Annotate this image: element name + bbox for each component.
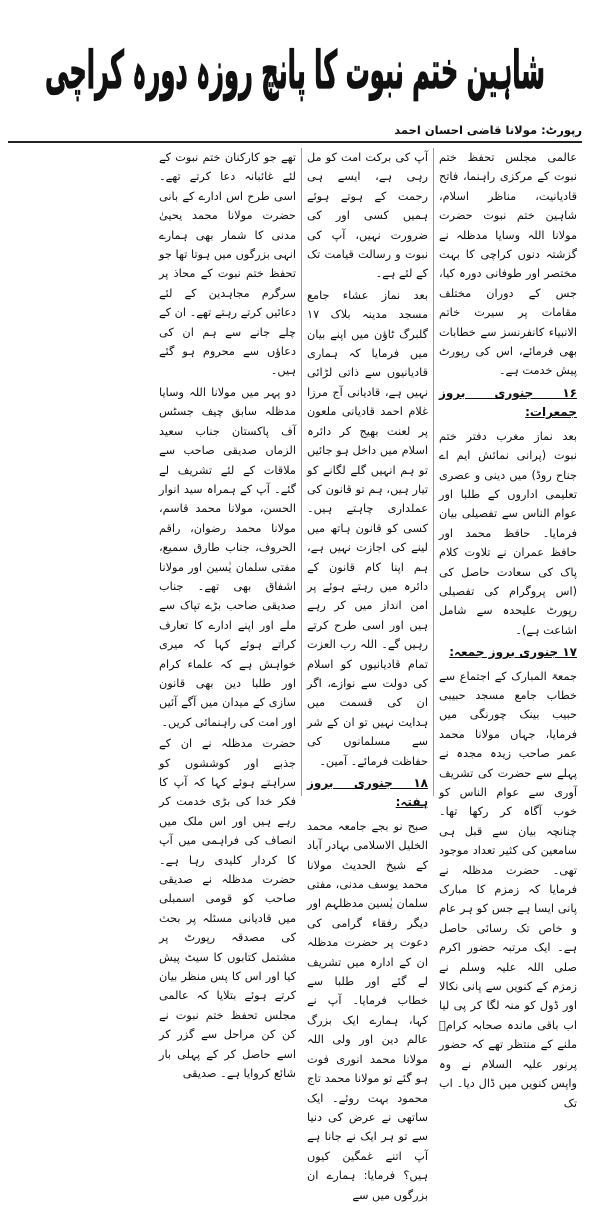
article-columns (8, 148, 582, 1202)
paragraph: آپ کی برکت امت کو مل رہی ہے، ایسے ہی رحمت کے ہوتے ہوئے ہمیں کسی اور کی ضرورت نہیں، آپ کی نبوت و رسالت قیامت تک کے لئے ہے۔ (307, 151, 428, 281)
column-1 (434, 148, 582, 1110)
paragraph: تھے جو کارکنان ختم نبوت کے لئے غائبانہ دعا کرتے تھے۔ اسی طرح اس ادارے کے بانی حضرت مولانا محمد یحییٰ مدنی کا شمار بھی ہمارے انہی بزرگوں میں ہوتا تھا جو تحفظ ختم نبوت کے محاذ پر سرگرم مجاہدین کے لئے دعائیں کرتے رہتے تھے۔ ان کے چلے جانے سے ہم ان کی دعاؤں سے محروم ہو گئے ہیں۔ (159, 151, 296, 378)
paragraph: حضرت مدظلہ نے ان کے جذبے اور کوششوں کو سراہتے ہوئے کہا کہ آپ کا فکر خدا کی بڑی خدمت کر رہے ہیں اور اس ملک میں انصاف کی فراہمی میں آپ کا کردار کلیدی رہا ہے۔ حضرت مدظلہ نے صدیقی صاحب کو قومی اسمبلی میں قادیانی مسئلہ پر بحث کی مصدقہ رپورٹ پر مشتمل کتابوں کا سیٹ پیش کیا اور اس کا پس منظر بیان کرتے ہوئے بتلایا کہ عالمی مجلس تحفظ ختم نبوت نے کن کن مراحل سے گزر کر اسے حاصل کر کے پہلی بار شائع کروایا ہے۔ صدیقی (159, 737, 296, 1081)
paragraph: بعد نماز عشاء جامع مسجد مدینہ بلاک ۱۷ گلبرگ ٹاؤن میں اپنے بیان میں فرمایا کہ ہماری قادیانیوں سے ذاتی لڑائی نہیں ہے، قادیانی آج مرزا غلام احمد قادیانی ملعون پر لعنت بھیج کر دائرہ اسلام میں داخل ہو جائیں تو ہم انہیں گلے لگانے کو تیار ہیں، ہم تو قانون کی عملداری چاہتے ہیں۔ کسی کو قانون ہاتھ میں لینے کی اجازت نہیں ہے، ہم اپنا کام قانون کے دائرہ میں رہتے ہوئے پر امن انداز میں کر رہے ہیں اور اسی طرح کرتے رہیں گے۔ اللہ رب العزت تمام قادیانیوں کو اسلام کی دولت سے نوازے، اگر ان کی قسمت میں ہدایت نہیں تو ان کے شر سے مسلمانوں کی حفاظت فرمائے۔ آمین۔ (307, 288, 428, 768)
headline-calligraphy (40, 18, 550, 110)
column-2 (302, 148, 434, 1202)
paragraph: جمعۃ المبارک کے اجتماع سے خطاب جامع مسجد حبیبی حبیب بینک چورنگی میں فرمایا، جہاں مولانا محمد عمر صاحب زیدہ مجدہ نے پہلے سے حضرت کی تشریف آوری سے عوام الناس کو خوب آگاہ کر رکھا تھا۔ چنانچہ بیان سے قبل ہی سامعین کی کثیر تعداد موجود تھی۔ حضرت مدظلہ نے فرمایا کہ زمزم کا مبارک پانی ایسا ہے جس کو ہر عام و خاص تک رسائی حاصل ہے۔ ایک مرتبہ حضور اکرم صلی اللہ علیہ وسلم نے زمزم کے کنویں سے پانی نکالا اور ڈول کو منہ لگا کر پی لیا اب باقی ماندہ صحابہ کرامؓ ملنے کے منتظر تھے کہ حضور پرنور علیہ السلام نے وہ واپس کنویں میں ڈال دیا۔ اب تک (439, 669, 577, 1110)
article-headline (40, 18, 550, 110)
byline: رپورٹ: مولانا قاضی احسان احمد (394, 123, 582, 137)
column-3 (154, 148, 302, 1081)
subheading-saturday: ۱۸ جنوری بروز ہفتہ: (307, 776, 428, 810)
headline-text: شاہین ختم نبوت کا پانچ روزہ دورہ کراچی (45, 41, 545, 101)
paragraph: دو پہر میں مولانا اللہ وسایا مدظلہ سابق چیف جسٹس آف پاکستان جناب سعید الزماں صدیقی صاحب سے ملاقات کے لئے تشریف لے گئے۔ آپ کے ہمراہ سید انوار الحسن، مولانا محمد قاسم، مولانا محمد رضوان، راقم الحروف، جناب طارق سمیع، مفتی سلمان یٰسین اور مولانا اشفاق بھی تھے۔ جناب صدیقی صاحب بڑے تپاک سے ملے اور اپنے ادارے کا تعارف کراتے ہوئے کہا کہ میری خواہش ہے کہ علماء کرام اور طلبا دین بھی قانون سازی کے میدان میں آگے آئیں اور امت کی راہنمائی کریں۔ (159, 385, 296, 729)
subheading-thursday: ۱۶ جنوری بروز جمعرات: (439, 385, 577, 420)
header-rule (8, 141, 582, 143)
paragraph: عالمی مجلس تحفظ ختم نبوت کے مرکزی راہنما، فاتح قادیانیت، مناظر اسلام، شاہین ختم نبوت حضرت مولانا اللہ وسایا مدظلہ نے گزشتہ دنوں کراچی کا بہت مختصر اور طوفانی دورہ کیا، جس کے دوران مختلف مقامات پر سیرت خاتم الانبیاء کانفرنسز سے خطابات بھی فرمائے، اس کی رپورٹ پیش خدمت ہے۔ (439, 151, 577, 378)
subheading-friday: ۱۷ جنوری بروز جمعہ: (449, 645, 577, 660)
paragraph: صبح نو بجے جامعہ محمد الخلیل الاسلامی بہادر آباد کے شیخ الحدیث مولانا محمد یوسف مدنی، مفتی سلمان یٰسین مدظلہم اور دیگر رفقاء گرامی کی دعوت پر حضرت مدظلہ ان کے ادارہ میں تشریف لے گئے اور طلبا سے خطاب فرمایا۔ آپ نے کہا، ہمارے ایک بزرگ عالم دین اور ولی اللہ مولانا محمد انوری فوت ہو گئے تو مولانا محمد تاج محمود بہت روئے۔ ایک ساتھی نے عرض کی دنیا سے تو ہر ایک نے جانا ہے آپ اتنے غمگین کیوں ہیں؟ فرمایا: ہمارے ان بزرگوں میں سے (307, 819, 428, 1202)
paragraph: بعد نماز مغرب دفتر ختم نبوت (پرانی نمائش ایم اے جناح روڈ) میں دینی و عصری تعلیمی اداروں کے طلبا اور عوام الناس سے تفصیلی بیان فرمایا۔ حافظ محمد اور حافظ عمران نے تلاوت کلام پاک کی سعادت حاصل کی (اس پروگرام کی تفصیلی رپورٹ علیحدہ سے شامل اشاعت ہے)۔ (439, 429, 577, 637)
